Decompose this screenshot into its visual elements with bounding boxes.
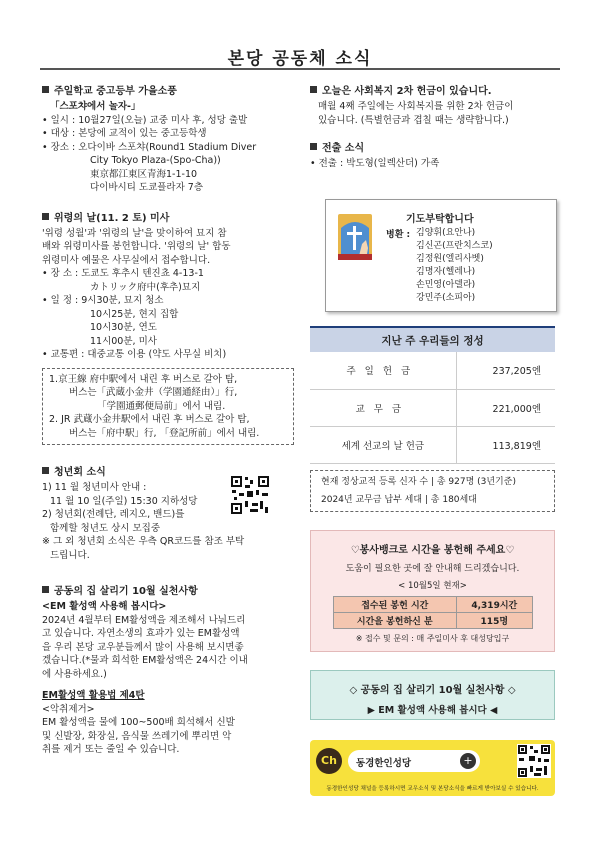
youth-line: 드립니다. (50, 549, 90, 561)
left-column (42, 82, 297, 757)
volunteer-box (310, 530, 555, 652)
offering-label: 세계 선교의 날 헌금 (310, 426, 456, 463)
em-line: 을 우리 본당 교우분들께서 많이 사용해 보시면좋 (42, 641, 244, 653)
bullet-square-icon (42, 586, 49, 593)
table-row (333, 597, 532, 613)
memorial-heading: 위령의 날(11. 2 토) 미사 (54, 212, 170, 224)
bullet-square-icon (42, 467, 49, 474)
offering-value: 237,205엔 (456, 352, 555, 389)
transfer-line: • 전출 : 박도형(일렉산더) 가족 (310, 158, 440, 169)
em-method-line: 및 신발장, 화장실, 음식물 쓰레기에 뿌리면 악 (42, 730, 232, 742)
members-households: 2024년 교무금 납부 세대 | 총 180세대 (321, 494, 477, 505)
memorial-line: • 일 정 : 9시30분, 묘지 청소 (42, 295, 164, 306)
prayer-title: 기도부탁합니다 (406, 214, 474, 225)
sunday-school-line: 東京都江東区青海1-1-10 (90, 168, 198, 180)
memorial-section (42, 209, 297, 446)
volunteer-note: ※ 접수 및 문의 : 매 주일미사 후 대성당입구 (355, 634, 510, 643)
offering-label: 주일헌금 (310, 352, 456, 389)
kakao-channel-icon: Ch (316, 748, 342, 774)
title-divider (40, 68, 560, 70)
sunday-school-heading: 주일학교 중고등부 가을소풍 (54, 86, 177, 97)
em-banner (310, 670, 555, 720)
em-line: 에 사용하세요.) (42, 668, 107, 680)
sunday-school-line: • 장소 : 오다이바 스포챠(Round1 Stadium Diver (42, 141, 257, 153)
youth-line: ※ 그 외 청년회 소식은 우측 QR코드를 참조 부탁 (42, 536, 245, 547)
memorial-line: '위령 성월'과 '위령의 날'을 맞이하여 묘지 참 (42, 227, 227, 239)
bullet-square-icon (42, 213, 49, 220)
offering-label: 교무금 (310, 389, 456, 426)
em-method-title: EM활성액 활용법 제4탄 (42, 690, 145, 701)
sunday-school-section (42, 82, 297, 195)
offering-title: 지난 주 우리들의 정성 (310, 326, 555, 352)
em-banner-line1: ◇ 공동의 집 살리기 10월 실천사항 ◇ (349, 685, 516, 696)
youth-line: 2) 청년회(전례단, 레지오, 밴드)를 (42, 509, 185, 520)
kakao-channel-pill[interactable] (348, 750, 480, 772)
bullet-square-icon (310, 143, 317, 150)
sunday-school-line: • 일시 : 10월27일(오늘) 교중 미사 후, 성당 출발 (42, 114, 248, 126)
kakao-channel-name: 동경한인성당 (356, 758, 412, 769)
volunteer-value: 115명 (457, 613, 532, 629)
em-section (42, 582, 297, 757)
members-count: 현재 정상교적 등록 신자 수 | 총 927명 (3년기준) (321, 477, 516, 487)
table-row (310, 426, 555, 463)
youth-heading: 청년회 소식 (54, 467, 106, 478)
add-channel-icon[interactable]: + (460, 753, 476, 769)
volunteer-table (333, 596, 533, 629)
sunday-school-subtitle: 「스포챠에서 놀자-」 (50, 101, 141, 112)
youth-qr-code-icon[interactable] (230, 475, 270, 515)
prayer-name: 김신곤(프란치스코) (416, 241, 493, 251)
em-sub: <EM 활성액 사용해 봅시다> (42, 601, 167, 612)
kakao-channel-caption: 동경한인성당 채널을 등록하시면 교우소식 및 본당소식을 빠르게 받아보실 수 있습니다. (326, 786, 539, 792)
directions-line: 2. JR 武蔵小金井駅에서 내린 후 버스로 갈아 탐, (49, 414, 250, 425)
youth-line: 11 월 10 일(주일) 15:30 지하성당 (50, 495, 198, 507)
bullet-square-icon (42, 86, 49, 93)
em-line: 겠습니다.(*물과 희석한 EM활성액은 24시간 이내 (42, 655, 248, 666)
members-box (310, 470, 555, 512)
volunteer-value: 4,319시간 (457, 597, 532, 613)
table-row (310, 352, 555, 389)
memorial-line: 위령미사 예물은 사무실에서 접수합니다. (42, 254, 211, 266)
em-heading: 공동의 집 살리기 10월 실천사항 (54, 586, 198, 597)
page-title: 본당 공동체 소식 (227, 49, 373, 69)
prayer-name: 손민영(아델라) (416, 280, 476, 290)
prayer-name: 강민주(소피아) (416, 293, 476, 303)
youth-line: 1) 11 월 청년미사 안내 : (42, 482, 147, 493)
memorial-line: 배와 위령미사를 봉헌합니다. '위령의 날' 합동 (42, 241, 231, 252)
welfare-section (310, 82, 570, 127)
em-method-sub: <악취제거> (42, 703, 95, 715)
youth-line: 함께할 청년도 상시 모집중 (50, 522, 161, 534)
table-row (310, 389, 555, 426)
directions-line: 버스는「府中駅」行, 「登記所前」에서 내림. (69, 427, 260, 439)
memorial-line: カトリック府中(후추)묘지 (90, 281, 201, 293)
offering-value: 221,000엔 (456, 389, 555, 426)
sunday-school-line: City Tokyo Plaza-(Spo-Cha)) (90, 155, 221, 166)
sunday-school-line: 다이바시티 도쿄플라자 7층 (90, 182, 204, 193)
transfer-section (310, 139, 570, 171)
em-method-line: 취를 제거 또는 줄일 수 있습니다. (42, 744, 180, 755)
kakao-channel-banner[interactable] (310, 740, 555, 796)
kakao-qr-code-icon[interactable] (517, 744, 551, 778)
prayer-hands-icon (338, 214, 372, 260)
sunday-school-line: • 대상 : 본당에 교적이 있는 중고등학생 (42, 128, 207, 139)
transfer-heading: 전출 소식 (322, 143, 365, 154)
volunteer-label: 접수된 봉헌 시간 (333, 597, 457, 613)
volunteer-date: < 10월5일 현재> (398, 581, 467, 591)
em-line: 고 있습니다. 자연소생의 효과가 있는 EM활성액 (42, 628, 240, 639)
memorial-line: • 교통편 : 대중교통 이용 (약도 사무실 비치) (42, 349, 227, 360)
youth-section (42, 463, 297, 562)
em-method-line: EM 활성액을 물에 100~500배 희석해서 신발 (42, 717, 235, 728)
em-line: 2024년 4월부터 EM활성액을 제조해서 나눠드리 (42, 614, 246, 626)
em-banner-line2: ▶ EM 활성액 사용해 봅시다 ◀ (367, 705, 498, 716)
memorial-line: • 장 소 : 도쿄도 후추시 텐진쵸 4-13-1 (42, 268, 204, 279)
directions-box (42, 368, 294, 446)
directions-line: 1.京王線 府中駅에서 내린 후 버스로 갈아 탐, (49, 373, 238, 385)
volunteer-sub: 도움이 필요한 곳에 잘 안내해 드리겠습니다. (345, 564, 520, 574)
bullet-square-icon (310, 86, 317, 93)
prayer-box (325, 199, 557, 312)
memorial-line: 10시25분, 현지 집합 (90, 308, 179, 320)
volunteer-title: ♡봉사뱅크로 시간을 봉헌해 주세요♡ (350, 545, 515, 556)
right-column (310, 82, 570, 171)
memorial-line: 11시00분, 미사 (90, 335, 157, 347)
offering-panel (310, 326, 555, 464)
prayer-names (416, 227, 493, 305)
prayer-name: 김정원(엘리사벳) (416, 254, 484, 264)
prayer-name: 김명자(헬레나) (416, 267, 476, 277)
welfare-heading: 오늘은 사회복지 2차 헌금이 있습니다. (322, 86, 492, 97)
memorial-line: 10시30분, 연도 (90, 322, 157, 333)
offering-table (310, 352, 555, 464)
prayer-label: 병환 : (386, 230, 411, 240)
volunteer-label: 시간을 봉헌하신 분 (333, 613, 457, 629)
directions-line: 버스는「武蔵小金井（学園通経由）」行, (69, 387, 238, 398)
offering-value: 113,819엔 (456, 426, 555, 463)
table-row (333, 613, 532, 629)
welfare-line: 매월 4째 주일에는 사회복지를 위한 2차 헌금이 (318, 101, 514, 112)
welfare-line: 있습니다. (특별헌금과 겹칠 때는 생략합니다.) (318, 114, 509, 126)
prayer-name: 김양휘(요안나) (416, 228, 476, 238)
directions-line: 「学園通郵便局前」에서 내림. (97, 400, 226, 412)
